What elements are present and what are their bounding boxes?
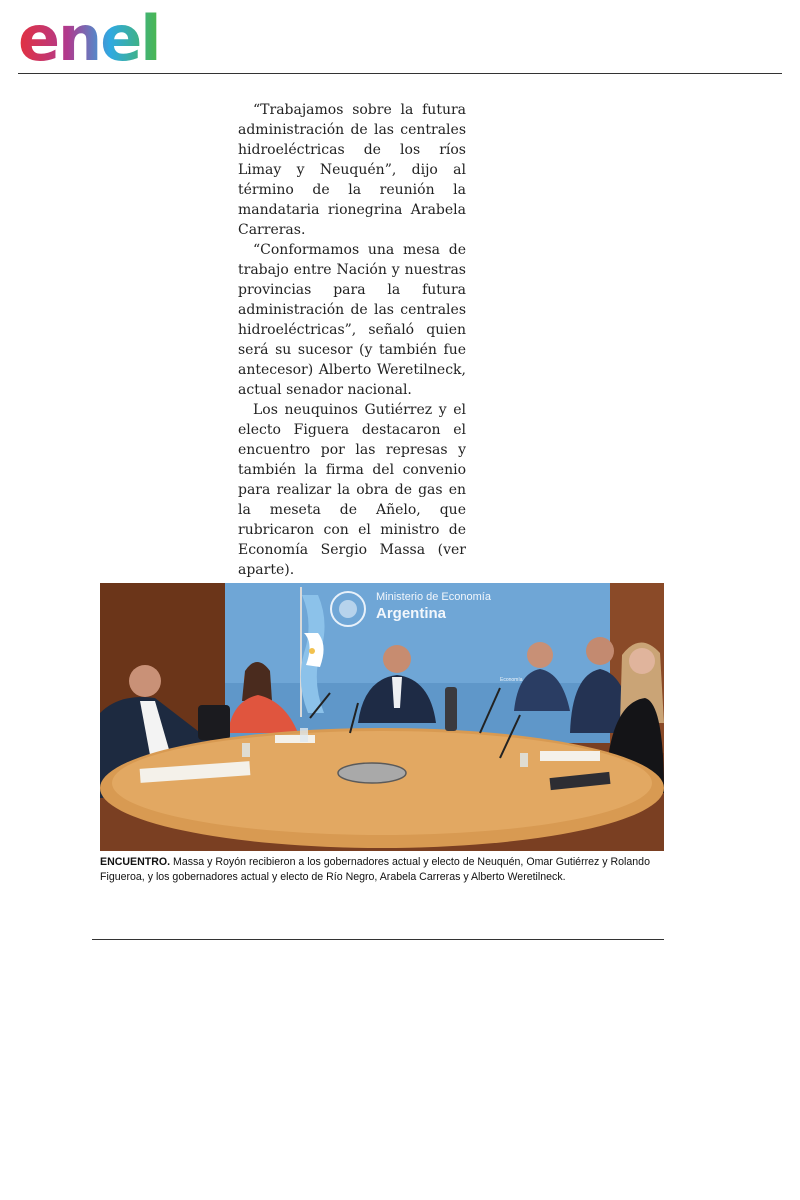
article-paragraph: “Trabajamos sobre la futura administración de las centrales hidroeléctricas de los ríos Limay y Neuquén”, dijo al término de la reunión la mandataria rionegrina Arabela Carreras.	[238, 102, 466, 238]
article-paragraph: Los neuquinos Gutiérrez y el electo Figuera destacaron el encuentro por las represas y también la firma del convenio para realizar la obra de gas en la meseta de Añelo, que rubricaron con el ministro de Economía Sergio Massa (ver aparte).	[238, 402, 466, 578]
svg-text:enel: enel	[18, 2, 160, 68]
header-rule	[18, 73, 782, 74]
meeting-photo	[100, 583, 664, 851]
svg-text:Economía: Economía	[500, 677, 523, 683]
article-paragraph: “Conformamos una mesa de trabajo entre Nación y nuestras provincias para la futura administración de las centrales hidroeléctricas”, señaló quien será su sucesor (y también fue antecesor) Alberto Weretilneck, actual senador nacional.	[238, 242, 466, 398]
meeting-photo-illustration	[100, 583, 664, 851]
article-body	[238, 100, 466, 580]
photo-caption	[100, 855, 666, 885]
enel-logo	[18, 2, 188, 68]
caption-text: Massa y Royón recibieron a los gobernadores actual y electo de Neuquén, Omar Gutiérrez y Rolando Figueroa, y los gobernadores actual y electo de Río Negro, Arabela Carreras y Alberto Weretilneck.	[100, 856, 650, 883]
svg-text:Argentina: Argentina	[376, 605, 447, 622]
svg-text:Ministerio de Economía: Ministerio de Economía	[376, 591, 491, 603]
caption-lead: ENCUENTRO.	[100, 856, 171, 868]
page-header	[18, 0, 782, 76]
footer-rule	[92, 939, 664, 940]
